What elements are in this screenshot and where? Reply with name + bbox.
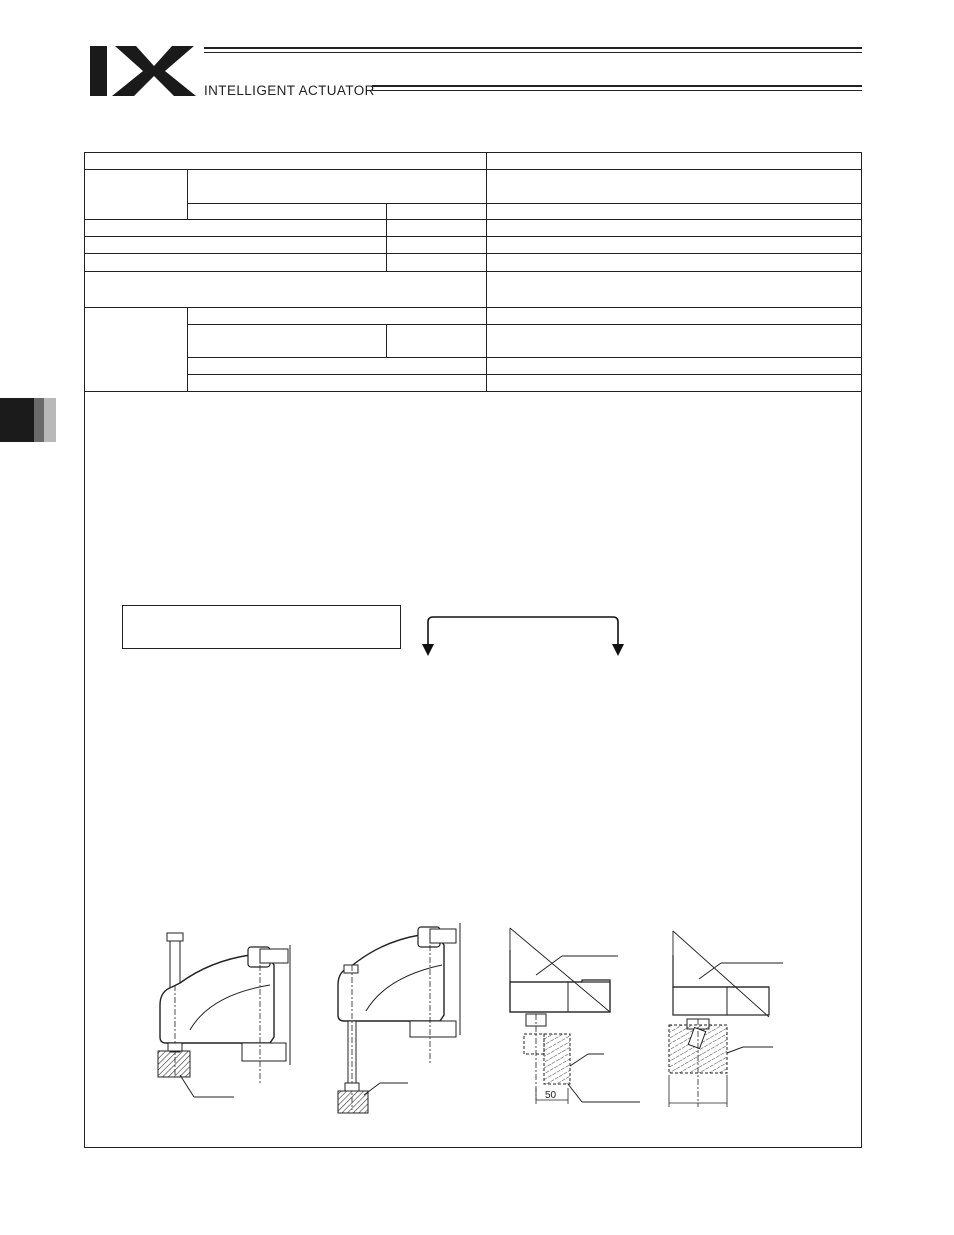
table-cell — [187, 324, 387, 358]
table-cell — [386, 203, 487, 220]
table-cell — [84, 169, 188, 220]
table-cell — [486, 307, 862, 325]
robot-figure-3 — [500, 920, 650, 1110]
table-cell — [84, 307, 188, 392]
table-cell — [84, 152, 487, 170]
table-cell — [386, 219, 487, 237]
table-cell — [187, 203, 387, 220]
table-cell — [187, 357, 487, 375]
table-cell — [84, 271, 487, 308]
table-cell — [486, 357, 862, 375]
table-cell — [486, 324, 862, 358]
table-cell — [84, 236, 387, 254]
table-cell — [486, 253, 862, 272]
table-cell — [187, 374, 487, 392]
dimension-label: 50 — [545, 1090, 557, 1101]
chapter-tab — [0, 398, 56, 442]
table-cell — [486, 374, 862, 392]
table-cell — [486, 152, 862, 170]
table-cell — [386, 253, 487, 272]
table-cell — [386, 236, 487, 254]
table-cell — [486, 169, 862, 204]
table-cell — [187, 169, 487, 204]
table-cell — [386, 324, 487, 358]
branch-arrows — [420, 612, 630, 658]
table-cell — [486, 219, 862, 237]
header-rule-bottom-2 — [372, 90, 862, 91]
robot-figure-4 — [665, 925, 795, 1110]
table-cell — [486, 236, 862, 254]
header-rule-bottom — [372, 85, 862, 87]
header-rule-top — [204, 47, 862, 49]
header-rule-top-2 — [204, 52, 862, 53]
brand-name: INTELLIGENT ACTUATOR — [204, 83, 375, 98]
table-cell — [486, 203, 862, 220]
table-cell — [84, 253, 387, 272]
table-cell — [187, 307, 487, 325]
robot-figure-2 — [330, 915, 470, 1125]
spec-table — [84, 152, 862, 392]
table-cell — [84, 219, 387, 237]
ix-logo — [88, 42, 212, 100]
table-cell — [486, 271, 862, 308]
robot-figure-1 — [150, 925, 300, 1110]
note-callout-box — [122, 605, 401, 649]
